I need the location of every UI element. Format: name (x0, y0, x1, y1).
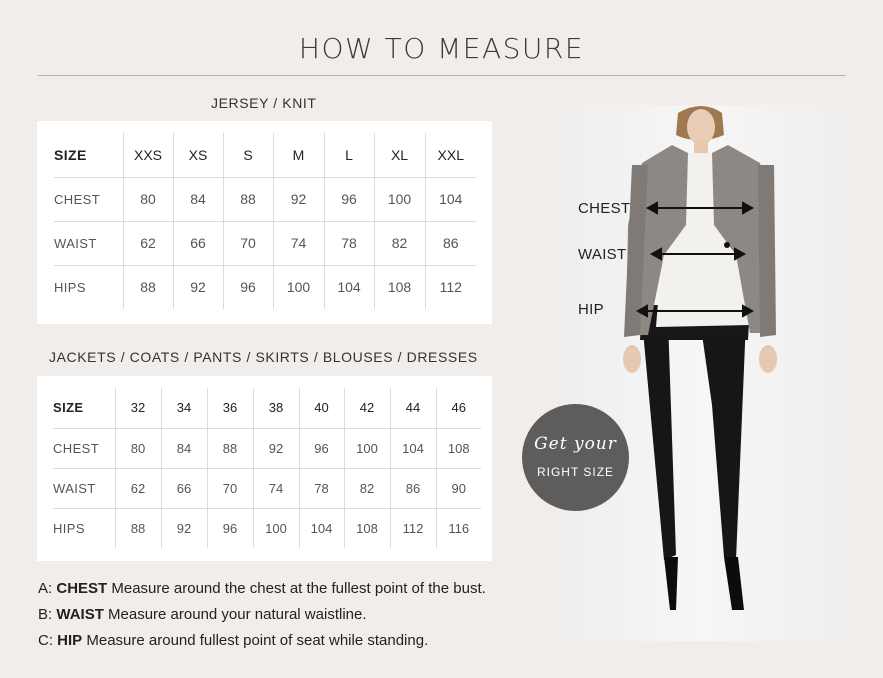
table-cell: 74 (273, 221, 324, 265)
table-cell: 40 (299, 388, 344, 428)
table-cell: 104 (425, 177, 476, 221)
chest-label: CHEST (578, 200, 631, 217)
waist-label: WAIST (578, 246, 627, 263)
table-row (53, 468, 481, 508)
table-row (54, 265, 476, 309)
table-cell: 116 (436, 508, 481, 548)
table-cell: 96 (299, 428, 344, 468)
table-cell: CHEST (54, 177, 123, 221)
table-cell: 100 (344, 428, 390, 468)
table-cell: 62 (115, 468, 161, 508)
model-figure-illustration (560, 105, 845, 641)
table-cell: 86 (425, 221, 476, 265)
table-cell: 100 (273, 265, 324, 309)
table-cell: 82 (344, 468, 390, 508)
table-cell: 108 (374, 265, 425, 309)
wovens-size-table (53, 388, 481, 548)
table-cell: HIPS (53, 520, 85, 536)
right-size-badge (522, 404, 629, 511)
table-cell: 104 (324, 265, 374, 309)
note-prefix: A: (38, 580, 53, 597)
table-cell: 88 (115, 508, 161, 548)
note-text: Measure around the chest at the fullest point of the bust. (111, 580, 486, 597)
table-cell: 74 (253, 468, 299, 508)
table-cell: 88 (123, 265, 173, 309)
table-cell: 96 (207, 508, 253, 548)
hip-label: HIP (578, 301, 604, 318)
note-prefix: B: (38, 606, 53, 623)
table-cell: 104 (390, 428, 436, 468)
table-cell: WAIST (53, 468, 115, 508)
table-header-row (53, 388, 481, 428)
table-cell: 36 (207, 388, 253, 428)
note-prefix: C: (38, 632, 53, 649)
table-cell: 112 (390, 508, 436, 548)
measurement-notes (38, 580, 486, 658)
table-cell: XS (173, 133, 223, 177)
note-chest (38, 580, 486, 606)
table-cell: WAIST (54, 221, 123, 265)
title-divider (38, 75, 846, 76)
table-cell: 100 (253, 508, 299, 548)
table-cell: 88 (223, 177, 273, 221)
table-cell: 66 (173, 221, 223, 265)
table-row (53, 508, 481, 548)
table-cell: SIZE (53, 388, 115, 428)
table-cell: 108 (436, 428, 481, 468)
table-cell: 92 (173, 265, 223, 309)
note-waist (38, 606, 486, 632)
table-row (54, 221, 476, 265)
table-row (53, 428, 481, 468)
table-cell: 96 (324, 177, 374, 221)
note-text: Measure around your natural waistline. (108, 606, 367, 623)
note-term: WAIST (56, 606, 104, 623)
table-cell: XXS (123, 133, 173, 177)
table-cell: 104 (299, 508, 344, 548)
table-cell: 90 (436, 468, 481, 508)
table-cell: 100 (374, 177, 425, 221)
jersey-section-label: JERSEY / KNIT (211, 95, 317, 111)
table-cell: SIZE (54, 133, 123, 177)
note-text: Measure around fullest point of seat while standing. (86, 632, 429, 649)
table-cell: 92 (273, 177, 324, 221)
badge-script-text: Get your (534, 434, 617, 454)
note-term: HIP (57, 632, 83, 649)
table-cell: 44 (390, 388, 436, 428)
table-cell: 38 (253, 388, 299, 428)
table-cell: XXL (425, 133, 476, 177)
table-cell: 70 (223, 221, 273, 265)
table-cell: 70 (207, 468, 253, 508)
table-cell: 82 (374, 221, 425, 265)
table-cell: 62 (123, 221, 173, 265)
table-cell: CHEST (53, 428, 115, 468)
badge-caps-text: RIGHT SIZE (536, 465, 615, 479)
page-title: HOW TO MEASURE (298, 32, 585, 65)
table-cell: 78 (299, 468, 344, 508)
table-cell: S (223, 133, 273, 177)
table-header-row (54, 133, 476, 177)
table-cell: 86 (390, 468, 436, 508)
table-cell: 112 (425, 265, 476, 309)
table-cell: XL (374, 133, 425, 177)
wovens-size-card (37, 376, 492, 561)
table-cell: 78 (324, 221, 374, 265)
table-cell: 108 (344, 508, 390, 548)
jersey-size-card (37, 121, 492, 324)
table-cell: M (273, 133, 324, 177)
table-cell: 42 (344, 388, 390, 428)
table-cell: 80 (115, 428, 161, 468)
table-cell: 34 (161, 388, 207, 428)
table-cell: HIPS (54, 279, 86, 295)
wovens-section-label: JACKETS / COATS / PANTS / SKIRTS / BLOUSES / DRESSES (49, 349, 478, 365)
table-cell: 84 (173, 177, 223, 221)
table-cell: 46 (436, 388, 481, 428)
table-cell: 92 (161, 508, 207, 548)
table-row (54, 177, 476, 221)
jersey-size-table (54, 133, 476, 309)
table-cell: 88 (207, 428, 253, 468)
table-cell: 96 (223, 265, 273, 309)
model-photo (560, 105, 845, 641)
table-cell: 80 (123, 177, 173, 221)
table-cell: 84 (161, 428, 207, 468)
table-cell: 66 (161, 468, 207, 508)
note-hip (38, 632, 486, 658)
table-cell: 92 (253, 428, 299, 468)
table-cell: L (324, 133, 374, 177)
table-cell: 32 (115, 388, 161, 428)
note-term: CHEST (56, 580, 108, 597)
